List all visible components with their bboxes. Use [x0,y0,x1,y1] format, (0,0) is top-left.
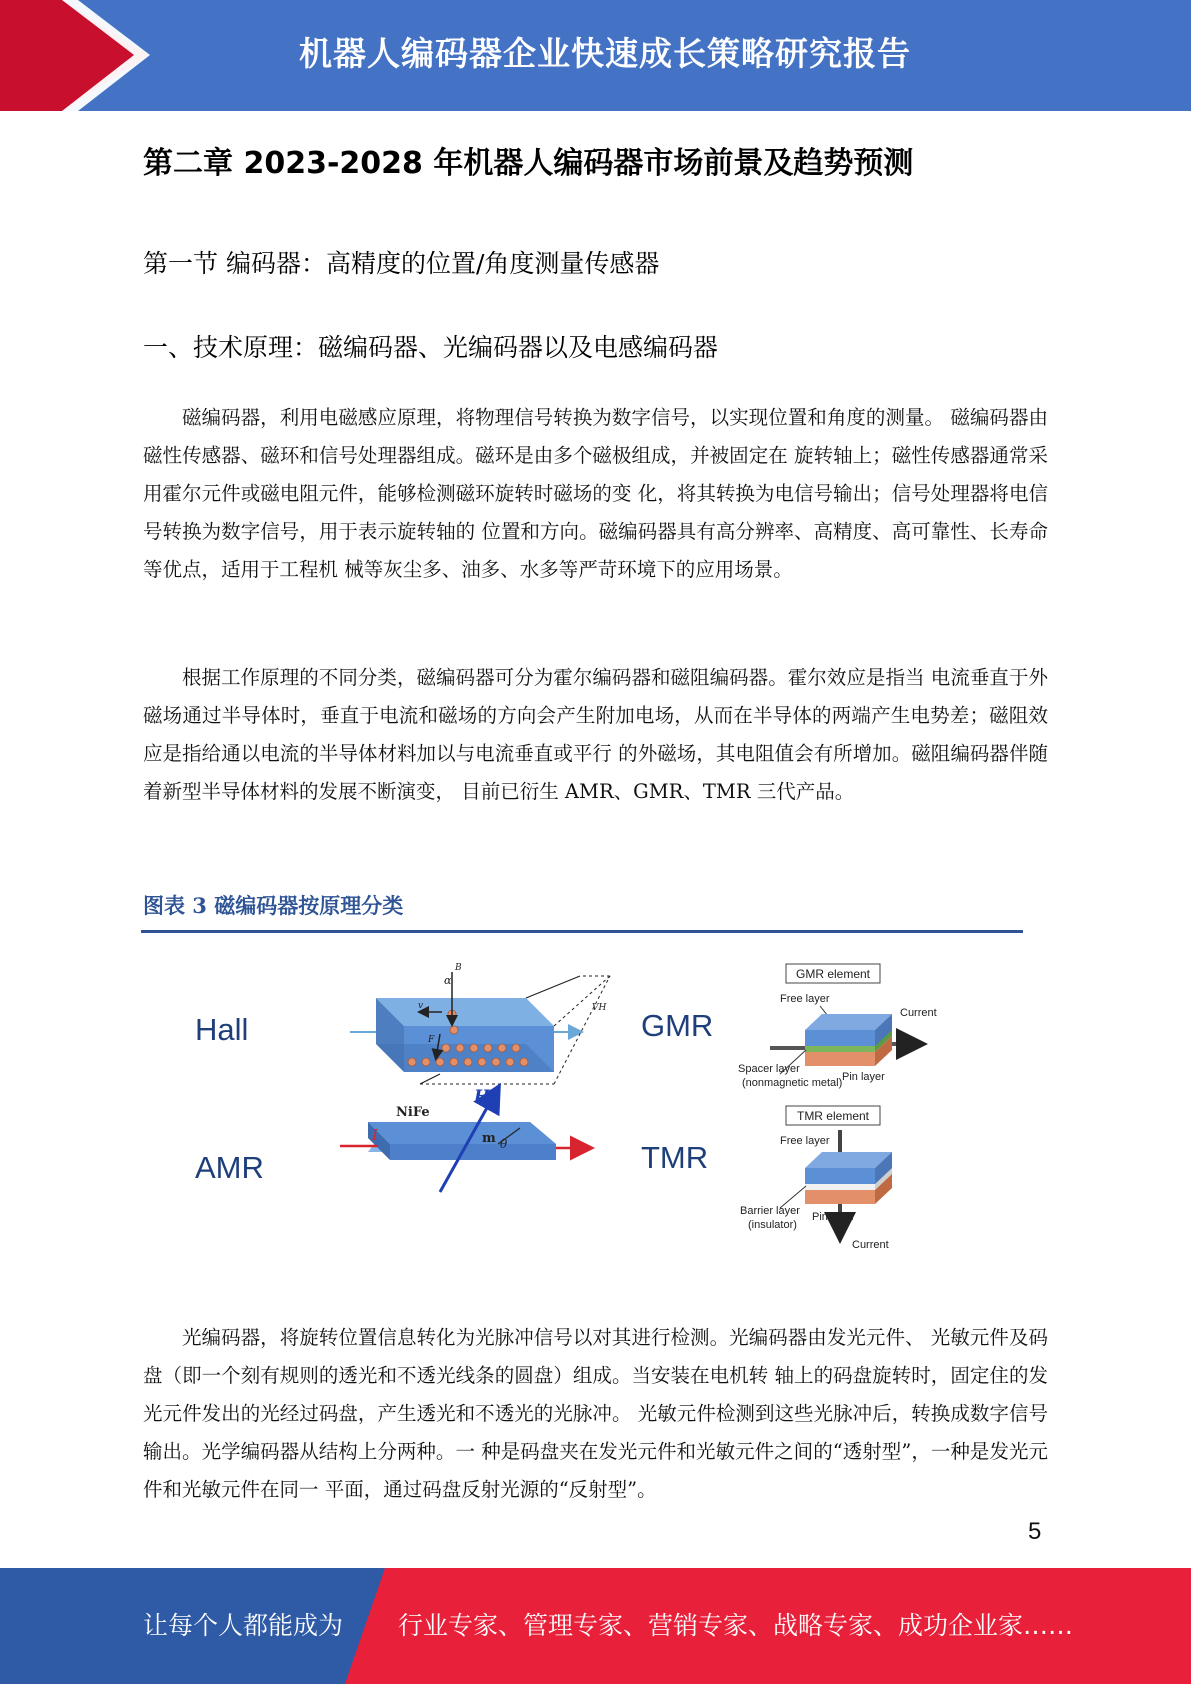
header-banner [0,0,1191,111]
tmr-barrier-note: (insulator) [748,1219,797,1231]
hall-alpha: α [444,974,452,987]
subsection-title: 一、技术原理：磁编码器、光编码器以及电感编码器 [143,333,719,362]
hall-v: v [418,1001,424,1011]
gmr-spacer-note: (nonmagnetic metal) [742,1077,843,1089]
gmr-label: GMR [641,1008,714,1043]
gmr-diagram [738,964,937,1089]
figure-caption: 图表 3 磁编码器按原理分类 [143,893,404,918]
tmr-diagram [740,1106,892,1251]
gmr-spacer-layer-label: Spacer layer [738,1063,800,1075]
section-title: 第一节 编码器：高精度的位置/角度测量传感器 [143,249,660,278]
page-number: 5 [1028,1518,1042,1545]
paragraph-classification: 根据工作原理的不同分类，磁编码器可分为霍尔编码器和磁阻编码器。霍尔效应是指当 电流垂直于外磁场通过半导体时，垂直于电流和磁场的方向会产生附加电场，从而在半导体的两端产生电势差；磁阻效应是指给通以电流的半导体材料加以与电流垂直或平行 的外磁场，其电阻值会有所增加。磁阻编码器伴随着新型半导体材料的发展不断演变， 目前已衍生 AMR、GMR、TMR 三代产品。 [143,666,1048,803]
tmr-barrier-layer-label: Barrier layer [740,1205,800,1217]
gmr-element-label: GMR element [795,967,871,981]
amr-theta: θ [500,1137,508,1151]
encoder-classification-figure [180,952,1000,1252]
amr-label: AMR [195,1150,264,1185]
tmr-element-label: TMR element [796,1109,870,1123]
hall-label: Hall [195,1012,249,1047]
hall-b: B [455,963,462,973]
gmr-current-label: Current [900,1007,937,1019]
figure-caption-rule [141,930,1023,933]
amr-nife: NiFe [396,1105,430,1120]
hall-vh: VH [592,1003,607,1013]
tmr-free-layer-label: Free layer [780,1135,830,1147]
header-red-chevron [0,0,150,111]
chapter-title: 第二章 2023-2028 年机器人编码器市场前景及趋势预测 [143,146,914,181]
amr-i: I [372,1126,378,1144]
paragraph-optical-encoder: 光编码器，将旋转位置信息转化为光脉冲信号以对其进行检测。光编码器由发光元件、 光敏元件及码盘（即一个刻有规则的透光和不透光线条的圆盘）组成。当安装在电机转 轴上的码盘旋转时，固定住的发光元件发出的光经过码盘，产生透光和不透光的光脉冲。 光敏元件检测到这些光脉冲后，转换成数字信号输出。光学编码器从结构上分两种。一 种是码盘夹在发光元件和光敏元件之间的“透射型”，一种是发光元件和光敏元件在同一 平面，通过码盘反射光源的“反射型”。 [143,1326,1048,1501]
amr-diagram [340,1087,590,1192]
amr-m: m [482,1131,496,1146]
tmr-current-label: Current [852,1239,889,1251]
footer-slogan-right: 行业专家、管理专家、营销专家、战略专家、成功企业家…… [398,1611,1074,1640]
footer-slogan-left: 让每个人都能成为 [143,1611,344,1640]
hall-effect-diagram [350,963,610,1084]
report-title: 机器人编码器企业快速成长策略研究报告 [299,34,911,73]
amr-h: H [474,1087,491,1107]
gmr-free-layer-label: Free layer [780,993,830,1005]
tmr-label: TMR [641,1140,709,1175]
paragraph-magnetic-encoder: 磁编码器，利用电磁感应原理，将物理信号转换为数字信号，以实现位置和角度的测量。 磁编码器由磁性传感器、磁环和信号处理器组成。磁环是由多个磁极组成，并被固定在 旋转轴上；磁性传感器通常采用霍尔元件或磁电阻元件，能够检测磁环旋转时磁场的变 化，将其转换为电信号输出；信号处理器将电信号转换为数字信号，用于表示旋转轴的 位置和方向。磁编码器具有高分辨率、高精度、高可靠性、长寿命等优点，适用于工程机 械等灰尘多、油多、水多等严苛环境下的应用场景。 [143,406,1048,581]
footer-banner [0,1568,1191,1684]
gmr-pin-layer-label: Pin layer [842,1071,885,1083]
hall-f: F [428,1035,435,1045]
tmr-pin-layer-label: Pin layer [812,1211,855,1223]
